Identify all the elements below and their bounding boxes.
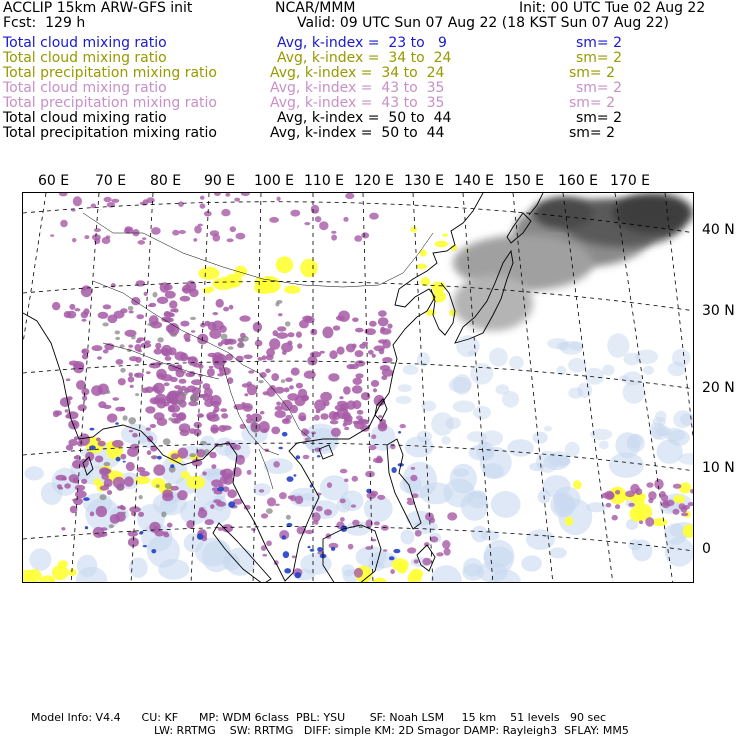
longitude-label: 170 E (610, 173, 651, 189)
latitude-label: 0 (702, 541, 711, 557)
organization: NCAR/MMM (275, 0, 356, 16)
field-smoothing: sm= 2 (576, 35, 623, 51)
field-smoothing: sm= 2 (576, 80, 623, 96)
field-name: Total cloud mixing ratio (3, 50, 167, 66)
low-cloud-shading (25, 424, 695, 583)
field-smoothing: sm= 2 (569, 125, 616, 141)
model-info-line: Model Info: V4.4 CU: KF MP: WDM 6class PBL: YSU SF: Noah LSM 15 km 51 levels 90 sec (31, 711, 607, 724)
field-smoothing: sm= 2 (576, 110, 623, 126)
physics-info-line: LW: RRTMG SW: RRTMG DIFF: simple KM: 2D Smagor DAMP: Rayleigh3 SFLAY: MM5 (154, 724, 629, 737)
field-name: Total precipitation mixing ratio (3, 125, 217, 141)
field-range: Avg, k-index = 50 to 44 (270, 125, 445, 141)
latitude-label: 30 N (702, 303, 735, 319)
mixing-ratio-shading (23, 193, 694, 583)
longitude-label: 70 E (95, 173, 127, 189)
longitude-label: 140 E (454, 173, 495, 189)
longitude-label: 160 E (558, 173, 599, 189)
field-smoothing: sm= 2 (569, 95, 616, 111)
field-range: Avg, k-index = 43 to 35 (270, 95, 445, 111)
field-smoothing: sm= 2 (569, 65, 616, 81)
field-range: Avg, k-index = 34 to 24 (270, 65, 445, 81)
meridian-line (23, 193, 46, 343)
field-name: Total cloud mixing ratio (3, 110, 167, 126)
longitude-label: 150 E (504, 173, 545, 189)
field-range: Avg, k-index = 43 to 35 (270, 80, 445, 96)
field-range: Avg, k-index = 23 to 9 (277, 35, 447, 51)
field-smoothing: sm= 2 (576, 50, 623, 66)
low-cloud-shading (396, 333, 694, 473)
field-name: Total precipitation mixing ratio (3, 95, 217, 111)
map-canvas (23, 193, 694, 583)
latitude-label: 10 N (702, 460, 735, 476)
longitude-label: 60 E (38, 173, 70, 189)
map-panel (22, 192, 694, 583)
field-range: Avg, k-index = 34 to 24 (277, 50, 452, 66)
upper-cloud-shading (50, 193, 379, 245)
forecast-hour: Fcst: 129 h (3, 15, 86, 31)
mid-cloud-shading (198, 256, 318, 294)
longitude-label: 120 E (354, 173, 395, 189)
longitude-label: 80 E (150, 173, 182, 189)
latitude-label: 20 N (702, 380, 735, 396)
model-title: ACCLIP 15km ARW-GFS init (3, 0, 193, 16)
field-name: Total cloud mixing ratio (3, 80, 167, 96)
field-name: Total precipitation mixing ratio (3, 65, 217, 81)
longitude-label: 90 E (204, 173, 236, 189)
longitude-label: 110 E (304, 173, 345, 189)
grey-cloud-shading (453, 193, 693, 331)
field-range: Avg, k-index = 50 to 44 (277, 110, 452, 126)
field-name: Total cloud mixing ratio (3, 35, 167, 51)
longitude-label: 130 E (404, 173, 445, 189)
latitude-label: 40 N (702, 222, 735, 238)
valid-time: Valid: 09 UTC Sun 07 Aug 22 (18 KST Sun 07 Aug 22) (297, 15, 669, 31)
init-time: Init: 00 UTC Tue 02 Aug 22 (519, 0, 706, 16)
longitude-label: 100 E (254, 173, 295, 189)
